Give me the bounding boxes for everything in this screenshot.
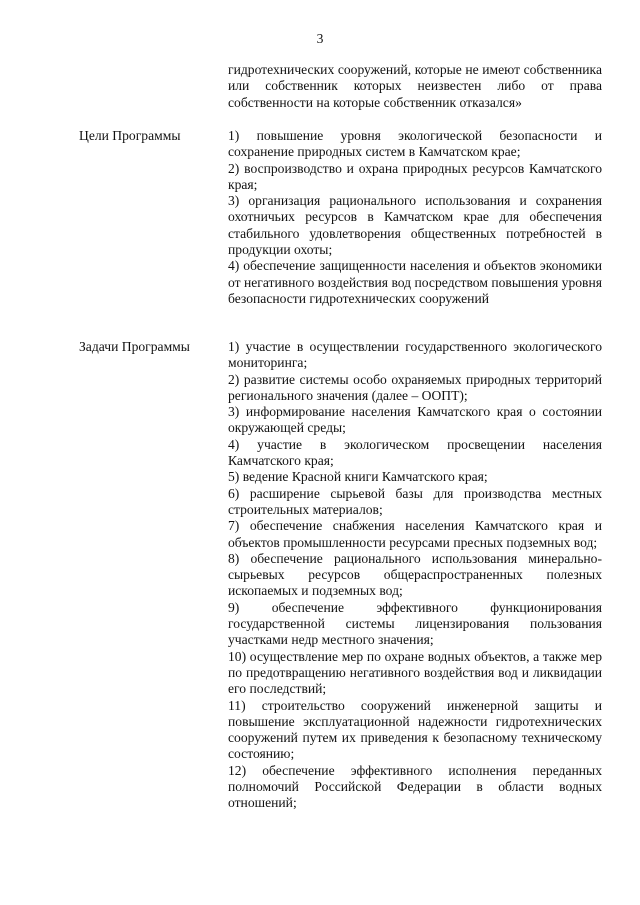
goals-label: Цели Программы — [79, 128, 181, 143]
task-item: 2) развитие системы особо охраняемых природных территорий регионального значения (далее – ООПТ); — [228, 371, 602, 403]
task-item: 11) строительство сооружений инженерной защиты и повышение эксплуатационной надежности гидротехнических сооружений путем их приведения к безопасному техническому состоянию; — [228, 697, 602, 762]
task-item: 12) обеспечение эффективного исполнения переданных полномочий Российской Федерации в области водных отношений; — [228, 762, 602, 811]
page-number: 3 — [316, 31, 324, 46]
goal-item: 4) обеспечение защищенности населения и объектов экономики от негативного воздействия вод посредством повышения уровня безопасности гидротехнических сооружений — [228, 258, 603, 306]
task-item: 9) обеспечение эффективного функционирования государственной системы лицензирования пользования участками недр местного значения; — [228, 599, 602, 648]
goals-list — [228, 128, 602, 307]
task-item: 5) ведение Красной книги Камчатского края; — [228, 469, 488, 485]
goal-item: 1) повышение уровня экологической безопасности и сохранение природных систем в Камчатском крае; — [228, 128, 602, 160]
task-item: 6) расширение сырьевой базы для производства местных строительных материалов; — [228, 485, 602, 517]
goal-item: 2) воспроизводство и охрана природных ресурсов Камчатского края; — [228, 160, 602, 192]
task-item: 4) участие в экологическом просвещении населения Камчатского края; — [228, 436, 602, 469]
task-item: 10) осуществление мер по охране водных объектов, а также мер по предотвращению негативного воздействия вод и ликвидации его последствий; — [228, 648, 602, 697]
task-item: 8) обеспечение рационального использования минерально-сырьевых ресурсов общераспространенных полезных ископаемых и подземных вод; — [228, 550, 602, 599]
task-item: 1) участие в осуществлении государственного экологического мониторинга; — [228, 339, 602, 371]
preamble-text: гидротехнических сооружений, которые не имеют собственника или собственник которых неизвестен либо от права собственности на которые собственник отказался» — [228, 62, 602, 110]
preamble-content — [228, 62, 602, 111]
task-item: 3) информирование населения Камчатского края о состоянии окружающей среды; — [228, 404, 602, 436]
goal-item: 3) организация рационального использования и сохранения охотничьих ресурсов в Камчатском крае для обеспечения стабильного удовлетворения общественных потребностей в продукции охоты; — [228, 193, 602, 258]
task-item: 7) обеспечение снабжения населения Камчатского края и объектов промышленности ресурсами пресных подземных вод; — [228, 518, 602, 550]
tasks-label: Задачи Программы — [79, 339, 190, 354]
tasks-list — [228, 339, 602, 812]
